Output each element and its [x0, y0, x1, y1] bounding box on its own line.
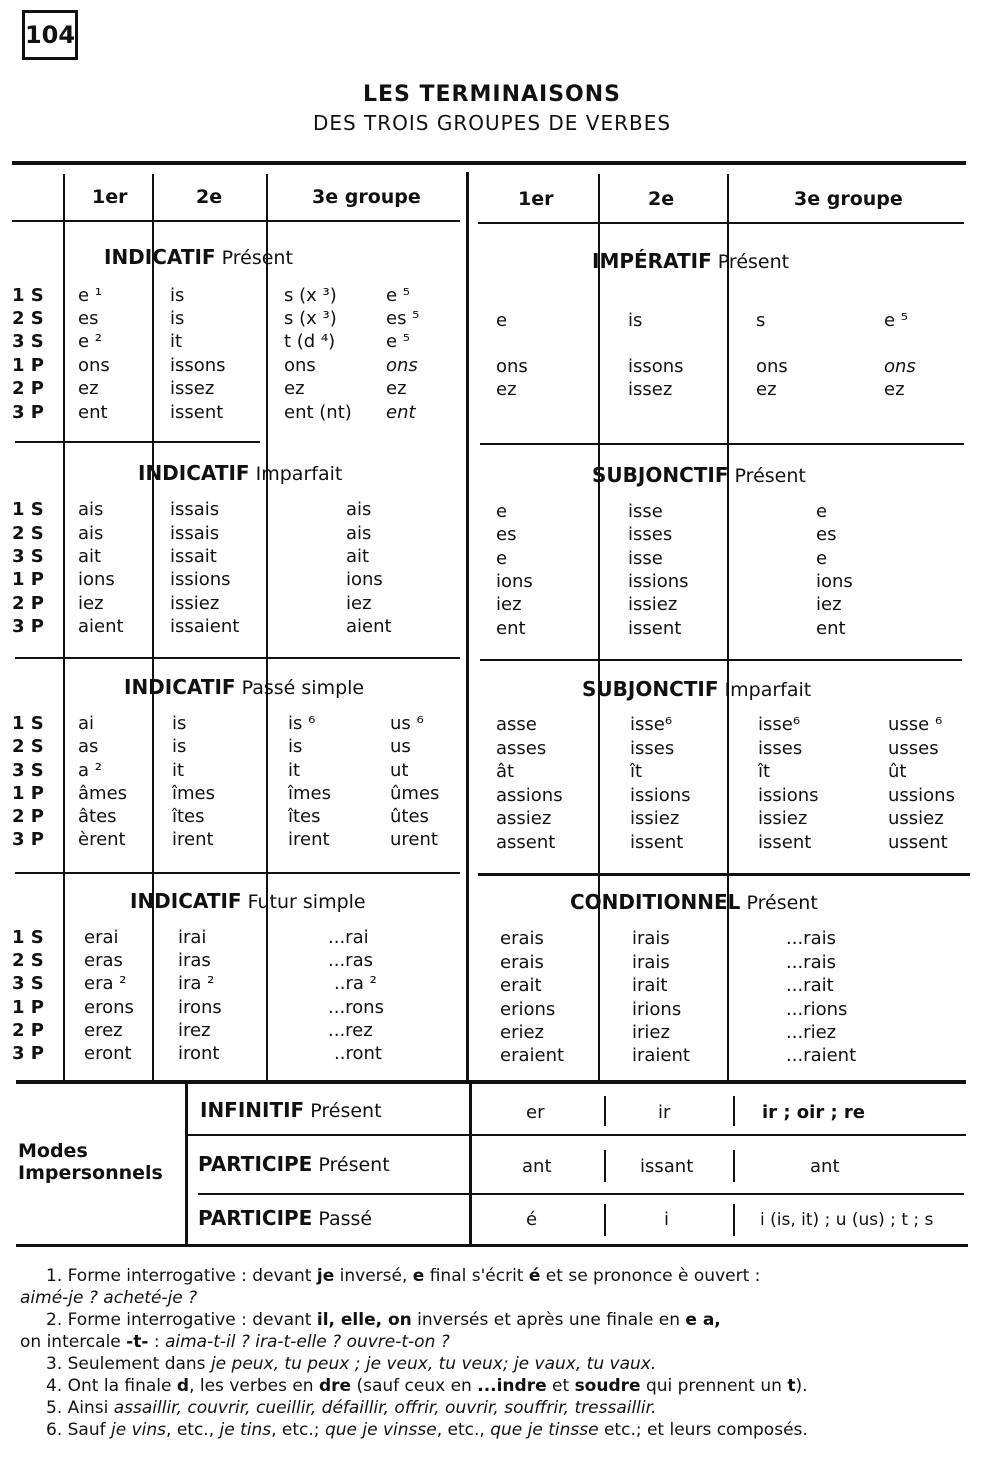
cell: issiez [630, 808, 680, 829]
cell: s (x ³) [284, 285, 337, 306]
cell: issais [170, 523, 220, 544]
cell: eras [84, 950, 123, 971]
cell: er [526, 1102, 545, 1123]
cell: ent [386, 402, 416, 423]
cell: isses [628, 524, 673, 545]
section-separator-2-right [480, 659, 962, 661]
cell: îtes [172, 806, 205, 827]
cell: is ⁶ [288, 713, 316, 734]
impersonal-top-rule [16, 1080, 966, 1084]
cell: îmes [172, 783, 215, 804]
cell: ions [816, 571, 853, 592]
cell: issaient [170, 616, 240, 637]
cell: asses [496, 738, 547, 759]
cell: isses [758, 738, 803, 759]
cell: ..ront [334, 1043, 382, 1064]
cell: eriez [500, 1022, 544, 1043]
impersonal-divider-3 [604, 1150, 606, 1182]
cell: irai [178, 927, 207, 948]
section-title-ind-passe: INDICATIF Passé simple [124, 675, 365, 699]
cell: issais [170, 499, 220, 520]
cell: issent [758, 832, 812, 853]
person-label: 3 S [12, 331, 44, 352]
person-label: 1 P [12, 355, 44, 376]
cell: issiez [628, 594, 678, 615]
cell: e [816, 548, 828, 569]
footnote-4: 4. Ont la finale d, les verbes en dre (sauf ceux en ...indre et soudre qui prennent un t). [46, 1376, 808, 1396]
person-label: 1 P [12, 569, 44, 590]
cell: assions [496, 785, 563, 806]
cell: ..ra ² [334, 973, 377, 994]
cell: irait [632, 975, 668, 996]
cell: ûmes [390, 783, 440, 804]
cell: es [816, 524, 837, 545]
cell: e ² [78, 331, 103, 352]
impersonal-divider-1 [604, 1096, 606, 1126]
person-label: 3 S [12, 973, 44, 994]
cell: assent [496, 832, 556, 853]
person-label: 2 S [12, 308, 44, 329]
cell: ir ; oir ; re [762, 1102, 866, 1123]
cell: ...rais [786, 952, 836, 973]
section-separator-1-left [15, 441, 260, 443]
cell: ons [386, 355, 418, 376]
cell: isse [628, 501, 663, 522]
cell: e [496, 501, 508, 522]
section-title-subj-imparfait: SUBJONCTIF Imparfait [582, 677, 812, 701]
cell: ez [284, 378, 305, 399]
cell: i (is, it) ; u (us) ; t ; s [760, 1210, 934, 1230]
person-label: 3 S [12, 546, 44, 567]
person-label: 2 S [12, 736, 44, 757]
impersonal-row-participe-present: PARTICIPE Présent [198, 1152, 390, 1176]
cell: iras [178, 950, 211, 971]
cell: erais [500, 928, 544, 949]
cell: ions [346, 569, 383, 590]
section-title-conditionnel: CONDITIONNEL Présent [570, 890, 818, 914]
footnote-1-cont: aimé-je ? acheté-je ? [20, 1288, 198, 1308]
cell: assiez [496, 808, 552, 829]
footnote-2: 2. Forme interrogative : devant il, elle, on inversés et après une finale en e a, [46, 1310, 721, 1330]
person-label: 3 P [12, 829, 44, 850]
person-label: 2 S [12, 523, 44, 544]
cell: e ¹ [78, 285, 103, 306]
cell: ais [78, 523, 104, 544]
cell: issez [628, 379, 673, 400]
person-label: 1 S [12, 713, 44, 734]
cell: is [628, 310, 643, 331]
cell: ez [496, 379, 517, 400]
person-label: 1 S [12, 499, 44, 520]
cell: irons [178, 997, 222, 1018]
cell: usses [888, 738, 939, 759]
section-title-ind-imparfait: INDICATIF Imparfait [138, 461, 343, 485]
person-label: 2 P [12, 593, 44, 614]
col-divider-left-2 [152, 174, 154, 1082]
cell: es ⁵ [386, 308, 420, 329]
header-underline-right [478, 222, 964, 224]
cell: ons [284, 355, 316, 376]
cell: ions [496, 571, 533, 592]
cell: iez [496, 594, 522, 615]
cell: e ⁵ [884, 310, 909, 331]
impersonal-label-line1: Modes [18, 1140, 88, 1162]
person-label: 2 P [12, 378, 44, 399]
cell: urent [390, 829, 438, 850]
cell: ent [496, 618, 526, 639]
cell: s (x ³) [284, 308, 337, 329]
impersonal-label [18, 1140, 163, 1184]
impersonal-divider-5 [604, 1204, 606, 1236]
cell: iez [816, 594, 842, 615]
cell: es [496, 524, 517, 545]
cell: it [288, 760, 301, 781]
cell: issions [758, 785, 819, 806]
cell: usse ⁶ [888, 714, 943, 735]
cell: it [170, 331, 183, 352]
cell: ais [346, 523, 372, 544]
cell: îmes [288, 783, 331, 804]
cell: iriez [632, 1022, 670, 1043]
cell: e [816, 501, 828, 522]
cell: ant [522, 1156, 552, 1177]
cell: irais [632, 952, 670, 973]
cell: it [172, 760, 185, 781]
cell: ussions [888, 785, 955, 806]
footnote-1: 1. Forme interrogative : devant je inversé, e final s'écrit é et se prononce è ouvert : [46, 1266, 761, 1286]
cell: isse [628, 548, 663, 569]
cell: asse [496, 714, 537, 735]
cell: eraient [500, 1045, 565, 1066]
cell: ûtes [390, 806, 429, 827]
cell: erai [84, 927, 119, 948]
section-title-subj-present: SUBJONCTIF Présent [592, 463, 806, 487]
cell: ît [758, 761, 771, 782]
impersonal-row-rule-1 [188, 1134, 966, 1136]
person-label: 2 P [12, 806, 44, 827]
cell: is [172, 736, 187, 757]
section-title-imperatif: IMPÉRATIF Présent [592, 249, 790, 273]
cell: issent [628, 618, 682, 639]
cell: issait [170, 546, 217, 567]
col-divider-left-1 [63, 174, 65, 1082]
cell: ...rais [786, 928, 836, 949]
cell: issons [628, 356, 684, 377]
cell: issions [170, 569, 231, 590]
cell: èrent [78, 829, 126, 850]
cell: aient [78, 616, 124, 637]
cell: é [526, 1209, 538, 1230]
cell: issions [630, 785, 691, 806]
cell: ez [884, 379, 905, 400]
cell: âmes [78, 783, 128, 804]
cell: es [78, 308, 99, 329]
section-title-ind-present: INDICATIF Présent [104, 245, 293, 269]
cell: isse⁶ [630, 714, 673, 735]
cell: ez [756, 379, 777, 400]
cell: issiez [170, 593, 220, 614]
cell: ...rez [328, 1020, 373, 1041]
person-label: 1 P [12, 783, 44, 804]
cell: ût [888, 761, 907, 782]
section-separator-1-right [480, 443, 964, 445]
impersonal-label-line2: Impersonnels [18, 1162, 163, 1184]
cell: erais [500, 952, 544, 973]
footnote-2-cont: on intercale -t- : aima-t-il ? ira-t-elle ? ouvre-t-on ? [20, 1332, 450, 1352]
cell: ent [816, 618, 846, 639]
cell: ons [78, 355, 110, 376]
cell: irez [178, 1020, 211, 1041]
cell: ons [884, 356, 916, 377]
cell: ...rons [328, 997, 384, 1018]
cell: ez [78, 378, 99, 399]
person-label: 1 S [12, 285, 44, 306]
header-underline-left [12, 220, 460, 222]
cell: irent [288, 829, 330, 850]
cell: ait [346, 546, 370, 567]
cell: is [170, 285, 185, 306]
cell: eront [84, 1043, 132, 1064]
page-number: 104 [22, 10, 78, 60]
header-g3-right: 3e groupe [794, 188, 903, 210]
cell: ais [346, 499, 372, 520]
cell: issiez [758, 808, 808, 829]
cell: ...rait [786, 975, 834, 996]
cell: ez [386, 378, 407, 399]
cell: isses [630, 738, 675, 759]
cell: is [288, 736, 303, 757]
cell: ira ² [178, 973, 215, 994]
page-subtitle: DES TROIS GROUPES DE VERBES [312, 111, 672, 135]
cell: ...rions [786, 999, 848, 1020]
impersonal-divider-label [185, 1084, 188, 1244]
impersonal-divider-6 [733, 1204, 735, 1236]
cell: erait [500, 975, 542, 996]
footnote-3: 3. Seulement dans je peux, tu peux ; je veux, tu veux; je vaux, tu vaux. [46, 1354, 657, 1374]
cell: ait [78, 546, 102, 567]
cell: issions [628, 571, 689, 592]
person-label: 1 S [12, 927, 44, 948]
page-title: LES TERMINAISONS [362, 82, 622, 107]
cell: irions [632, 999, 682, 1020]
cell: îtes [288, 806, 321, 827]
table-top-rule [12, 161, 966, 165]
section-separator-3-left [15, 872, 460, 874]
cell: irais [632, 928, 670, 949]
footnote-5: 5. Ainsi assaillir, couvrir, cueillir, défaillir, offrir, ouvrir, souffrir, tressaillir. [46, 1398, 657, 1418]
impersonal-row-infinitif: INFINITIF Présent [200, 1098, 382, 1122]
cell: issons [170, 355, 226, 376]
header-g3-left: 3e groupe [312, 186, 421, 208]
cell: issez [170, 378, 215, 399]
cell: e ⁵ [386, 331, 411, 352]
cell: ir [658, 1102, 671, 1123]
header-g1-left: 1er [92, 186, 128, 208]
footnote-6: 6. Sauf je vins, etc., je tins, etc.; que je vinsse, etc., que je tinsse etc.; et leurs composés. [46, 1420, 808, 1440]
cell: i [664, 1209, 670, 1230]
impersonal-divider-center [469, 1084, 472, 1244]
col-divider-right-1 [598, 174, 600, 1082]
cell: us ⁶ [390, 713, 424, 734]
cell: ...ras [328, 950, 373, 971]
col-divider-right-2 [727, 174, 729, 1082]
cell: issent [630, 832, 684, 853]
cell: e [496, 310, 508, 331]
person-label: 1 P [12, 997, 44, 1018]
cell: ussiez [888, 808, 944, 829]
section-separator-2-left [15, 657, 460, 659]
cell: ons [756, 356, 788, 377]
cell: ut [390, 760, 409, 781]
cell: us [390, 736, 411, 757]
footnotes [20, 1265, 970, 1441]
cell: ais [78, 499, 104, 520]
impersonal-row-participe-passe: PARTICIPE Passé [198, 1206, 373, 1230]
cell: s [756, 310, 766, 331]
cell: aient [346, 616, 392, 637]
person-label: 3 S [12, 760, 44, 781]
header-g1-right: 1er [518, 188, 554, 210]
cell: iez [78, 593, 104, 614]
cell: iront [178, 1043, 220, 1064]
cell: ...rai [328, 927, 369, 948]
person-label: 3 P [12, 402, 44, 423]
cell: a ² [78, 760, 102, 781]
person-label: 2 S [12, 950, 44, 971]
header-g2-right: 2e [648, 188, 675, 210]
person-label: 2 P [12, 1020, 44, 1041]
cell: is [172, 713, 187, 734]
cell: ons [496, 356, 528, 377]
cell: ussent [888, 832, 948, 853]
cell: is [170, 308, 185, 329]
cell: isse⁶ [758, 714, 801, 735]
cell: ...raient [786, 1045, 857, 1066]
impersonal-row-rule-2 [198, 1193, 964, 1195]
person-label: 3 P [12, 1043, 44, 1064]
cell: iez [346, 593, 372, 614]
person-label: 3 P [12, 616, 44, 637]
col-divider-left-3 [266, 174, 268, 1082]
table-center-divider [466, 172, 469, 1082]
cell: issent [170, 402, 224, 423]
impersonal-divider-4 [733, 1150, 735, 1182]
cell: iraient [632, 1045, 690, 1066]
cell: erions [500, 999, 556, 1020]
section-separator-3-right [478, 873, 970, 876]
cell: issant [640, 1156, 694, 1177]
cell: âtes [78, 806, 117, 827]
cell: ît [630, 761, 643, 782]
cell: ...riez [786, 1022, 837, 1043]
cell: t (d ⁴) [284, 331, 336, 352]
cell: ât [496, 761, 515, 782]
cell: ai [78, 713, 95, 734]
cell: ions [78, 569, 115, 590]
cell: ent [78, 402, 108, 423]
cell: erez [84, 1020, 123, 1041]
cell: ant [810, 1156, 840, 1177]
cell: irent [172, 829, 214, 850]
cell: ent (nt) [284, 402, 352, 423]
cell: era ² [84, 973, 127, 994]
impersonal-bottom-rule [16, 1244, 968, 1247]
impersonal-divider-2 [733, 1096, 735, 1126]
cell: erons [84, 997, 134, 1018]
cell: e [496, 548, 508, 569]
header-g2-left: 2e [196, 186, 223, 208]
cell: e ⁵ [386, 285, 411, 306]
section-title-ind-futur: INDICATIF Futur simple [130, 889, 366, 913]
cell: as [78, 736, 99, 757]
